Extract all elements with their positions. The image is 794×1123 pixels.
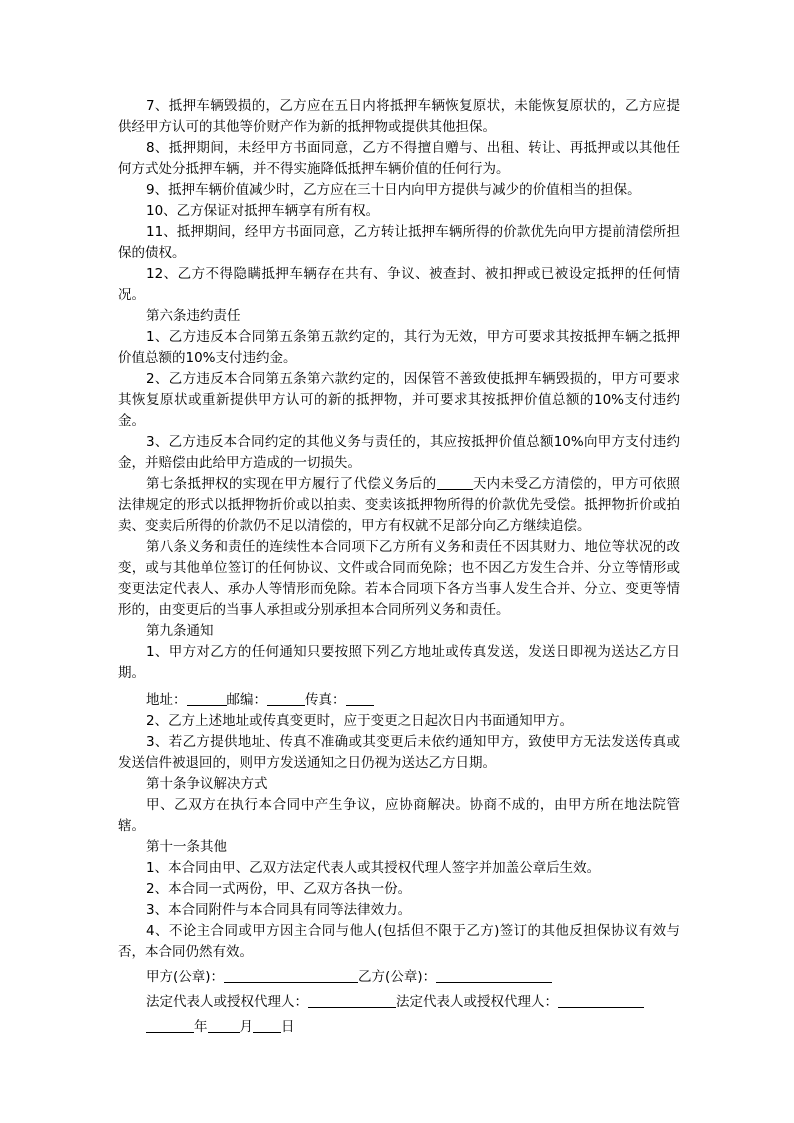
date-line — [118, 1017, 680, 1038]
article-9-title: 第九条通知 — [146, 623, 214, 639]
month-label: 月 — [239, 1019, 253, 1035]
fax-blank — [346, 691, 374, 706]
clause-7: 7、抵押车辆毁损的，乙方应在五日内将抵押车辆恢复原状，未能恢复原状的，乙方应提供经甲方认可的其他等价财产作为新的抵押物或提供其他担保。 — [118, 98, 680, 135]
article-6-item-3: 3、乙方违反本合同约定的其他义务与责任的，其应按抵押价值总额10%向甲方支付违约金，并赔偿由此给甲方造成的一切损失。 — [118, 434, 680, 471]
clause-9: 9、抵押车辆价值减少时，乙方应在三十日内向甲方提供与减少的价值相当的担保。 — [146, 182, 641, 198]
clause-12: 12、乙方不得隐瞒抵押车辆存在共有、争议、被查封、被扣押或已被设定抵押的任何情况。 — [118, 266, 680, 303]
article-11-item-2: 2、本合同一式两份，甲、乙双方各执一份。 — [146, 881, 412, 897]
article-9-item-1: 1、甲方对乙方的任何通知只要按照下列乙方地址或传真发送，发送日即视为送达乙方日期。 — [118, 644, 680, 681]
article-10-text: 甲、乙双方在执行本合同中产生争议，应协商解决。协商不成的，由甲方所在地法院管辖。 — [118, 797, 680, 834]
postcode-label: 邮编： — [226, 692, 267, 708]
days-blank — [437, 475, 473, 490]
article-6-item-2: 2、乙方违反本合同第五条第六款约定的，因保管不善致使抵押车辆毁损的，甲方可要求其恢复原状或重新提供甲方认可的新的抵押物，并可要求其按抵押价值总额的10%支付违约金。 — [118, 371, 680, 429]
postcode-blank — [267, 691, 305, 706]
party-a-seal-blank — [224, 968, 358, 983]
contract-page — [118, 96, 680, 1038]
day-label: 日 — [281, 1019, 295, 1035]
party-a-rep-blank — [308, 993, 396, 1008]
clause-8: 8、抵押期间，未经甲方书面同意，乙方不得擅自赠与、出租、转让、再抵押或以其他任何方式处分抵押车辆，并不得实施降低抵押车辆价值的任何行为。 — [118, 140, 680, 177]
article-7-post: 天内未受乙方清偿的，甲方可依照法律规定的形式以抵押物折价或以拍卖、变卖该抵押物所得的价款优先受偿。抵押物折价或拍卖、变卖后所得的价款仍不足以清偿的，甲方有权就不足部分向乙方继续追偿。 — [118, 476, 680, 534]
article-9-item-2: 2、乙方上述地址或传真变更时，应于变更之日起次日内书面通知甲方。 — [146, 713, 574, 729]
party-b-rep-label: 法定代表人或授权代理人： — [396, 994, 558, 1010]
article-11-title: 第十一条其他 — [146, 839, 227, 855]
address-label: 地址： — [146, 692, 187, 708]
month-blank — [208, 1018, 240, 1033]
address-line — [118, 690, 680, 711]
article-10-title: 第十条争议解决方式 — [146, 776, 268, 792]
party-a-seal-label: 甲方(公章)： — [146, 969, 225, 985]
article-9-item-3: 3、若乙方提供地址、传真不准确或其变更后未依约通知甲方，致使甲方无法发送传真或发送信件被退回的，则甲方发送通知之日仍视为送达乙方日期。 — [118, 734, 680, 771]
party-b-seal-blank — [436, 968, 552, 983]
party-b-rep-blank — [558, 993, 644, 1008]
representative-line — [118, 992, 680, 1013]
address-blank — [187, 691, 227, 706]
seal-line — [118, 967, 680, 988]
clause-10: 10、乙方保证对抵押车辆享有所有权。 — [146, 203, 380, 219]
fax-label: 传真： — [305, 692, 346, 708]
year-label: 年 — [194, 1019, 208, 1035]
article-6-title: 第六条违约责任 — [146, 308, 241, 324]
clause-11: 11、抵押期间，经甲方书面同意，乙方转让抵押车辆所得的价款优先向甲方提前清偿所担保的债权。 — [118, 224, 680, 261]
article-11-item-3: 3、本合同附件与本合同具有同等法律效力。 — [146, 902, 412, 918]
article-7 — [118, 474, 680, 537]
article-8: 第八条义务和责任的连续性本合同项下乙方所有义务和责任不因其财力、地位等状况的改变，或与其他单位签订的任何协议、文件或合同而免除；也不因乙方发生合并、分立等情形或变更法定代表人、承办人等情形而免除。若本合同项下各方当事人发生合并、分立、变更等情形的，由变更后的当事人承担或分别承担本合同所列义务和责任。 — [118, 539, 680, 618]
article-6-item-1: 1、乙方违反本合同第五条第五款约定的，其行为无效，甲方可要求其按抵押车辆之抵押价值总额的10%支付违约金。 — [118, 329, 680, 366]
year-blank — [146, 1018, 194, 1033]
article-11-item-1: 1、本合同由甲、乙双方法定代表人或其授权代理人签字并加盖公章后生效。 — [146, 860, 601, 876]
party-a-rep-label: 法定代表人或授权代理人： — [146, 994, 308, 1010]
day-blank — [253, 1018, 281, 1033]
party-b-seal-label: 乙方(公章)： — [358, 969, 437, 985]
article-7-pre: 第七条抵押权的实现在甲方履行了代偿义务后的 — [146, 476, 437, 492]
article-11-item-4: 4、不论主合同或甲方因主合同与他人(包括但不限于乙方)签订的其他反担保协议有效与否，本合同仍然有效。 — [118, 923, 680, 960]
